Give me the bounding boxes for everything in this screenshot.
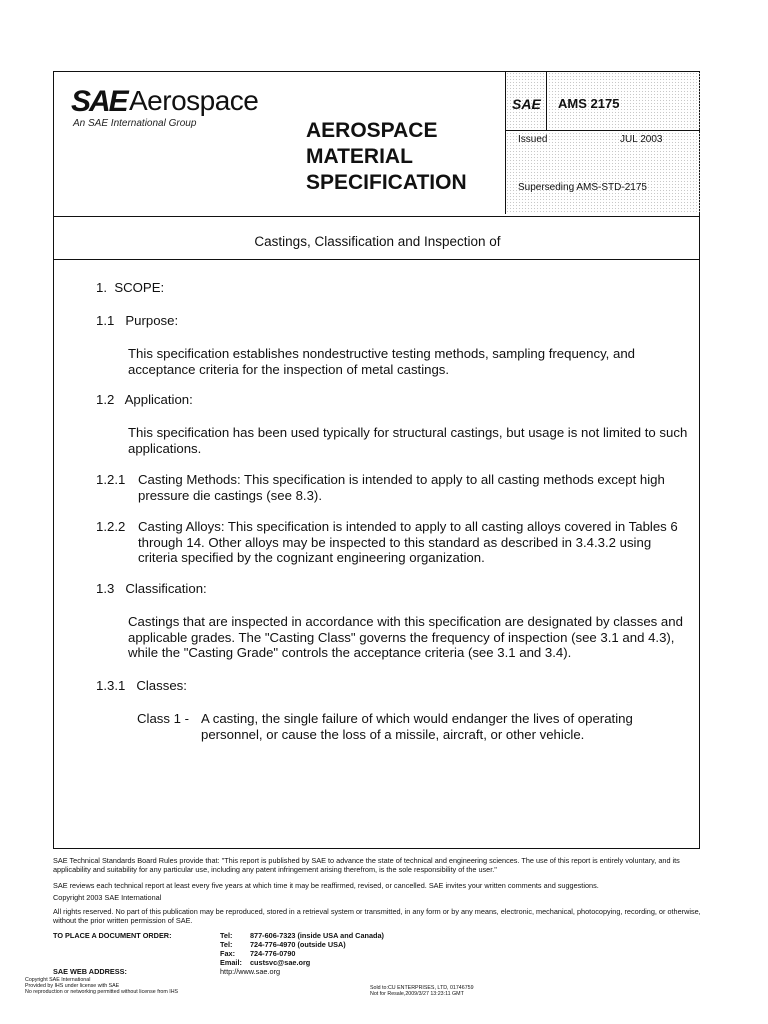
section-paragraph: This specification has been used typically for structural castings, but usage is not limited to such applications.: [128, 425, 688, 456]
section-paragraph: This specification establishes nondestructive testing methods, sampling frequency, and acceptance criteria for the inspection of metal castings.: [128, 346, 636, 377]
doc-type-heading: [306, 118, 467, 196]
title-divider: [54, 259, 699, 260]
contact-list: Tel: 877-606-7323 (inside USA and Canada) Tel: 724-776-4970 (outside USA) Fax: 724-776-0790 Email: custsvc@sae.org http://www.sae.org: [220, 931, 384, 976]
section-paragraph: Castings that are inspected in accordance with this specification are designated by classes and applicable grades. The "Casting Class" governs the frequency of inspection (see 3.1 and 4.3), while the "Casting Grade" controls the acceptance criteria (see 3.1 and 3.4).: [128, 614, 683, 660]
phone-link[interactable]: 877-606-7323 (inside USA and Canada): [250, 931, 384, 940]
web-label: SAE WEB ADDRESS:: [53, 967, 127, 976]
document-title: Castings, Classification and Inspection of: [254, 234, 501, 249]
section-heading: 1. SCOPE:: [96, 280, 165, 295]
footer-rules: SAE Technical Standards Board Rules provide that: "This report is published by SAE to advance the state of technical and engineering sciences. The use of this report is entirely voluntary, and its applicability and suitability for any particular use, including any patent infringement arising therefrom, is the sole responsibility of the user.": [53, 856, 680, 874]
logo-aerospace: Aerospace: [129, 85, 259, 116]
superseding-note: Superseding AMS-STD-2175: [518, 182, 647, 193]
section-heading: 1.3.1 Classes:: [96, 678, 187, 693]
issued-date: JUL 2003: [620, 134, 663, 145]
header-divider: [54, 216, 699, 217]
footer-review: SAE reviews each technical report at least every five years at which time it may be reaffirmed, revised, or cancelled. SAE invites your written comments and suggestions.: [53, 881, 599, 890]
email-link[interactable]: custsvc@sae.org: [250, 958, 311, 967]
section-heading: 1.3 Classification:: [96, 581, 207, 596]
spec-info-box: [505, 72, 700, 214]
watermark-left: Copyright SAE International Provided by IHS under license with SAE No reproduction or networking permitted without license from IHS: [25, 977, 179, 996]
section-heading: 1.1 Purpose:: [96, 313, 179, 328]
footer-copyright: Copyright 2003 SAE International: [53, 893, 162, 902]
order-label: TO PLACE A DOCUMENT ORDER:: [53, 931, 172, 940]
fax-number: 724-776-0790: [250, 949, 296, 958]
logo-tagline: An SAE International Group: [73, 118, 197, 129]
footer-rights: All rights reserved. No part of this publication may be reproduced, stored in a retrieval system or transmitted, in any form or by any means, electronic, mechanical, photocopying, recording, or otherwise, without the prior written permission of SAE.: [53, 907, 701, 925]
class-definition: Class 1 - A casting, the single failure of which would endanger the lives of operating personnel, or cause the loss of a missile, aircraft, or other vehicle.: [137, 711, 633, 742]
doc-type-line: SPECIFICATION: [306, 171, 467, 194]
web-link[interactable]: http://www.sae.org: [220, 967, 281, 976]
issued-label: Issued: [518, 134, 548, 145]
sae-aerospace-logo: [69, 84, 257, 132]
ams-number: AMS 2175: [558, 96, 620, 111]
phone-link[interactable]: 724-776-4970 (outside USA): [250, 940, 346, 949]
watermark-right: Sold to:CU ENTERPRISES, LTD, 01746759 Not for Resale,2009/3/27 13:23:11 GMT: [370, 985, 474, 998]
sae-mark: SAE: [512, 96, 541, 112]
section-item: 1.2.2 Casting Alloys: This specification is intended to apply to all casting alloys covered in Tables 6 through 14. Other alloys may be inspected to this standard as described in 3.4.3.2 using criteria specified by the cognizant engineering organization.: [96, 519, 678, 565]
doc-type-line: MATERIAL: [306, 145, 413, 168]
section-heading: 1.2 Application:: [96, 392, 193, 407]
doc-type-line: AEROSPACE: [306, 119, 438, 142]
logo-sae: SAE: [71, 85, 127, 118]
section-item: 1.2.1 Casting Methods: This specification is intended to apply to all casting methods except high pressure die castings (see 8.3).: [96, 472, 665, 503]
